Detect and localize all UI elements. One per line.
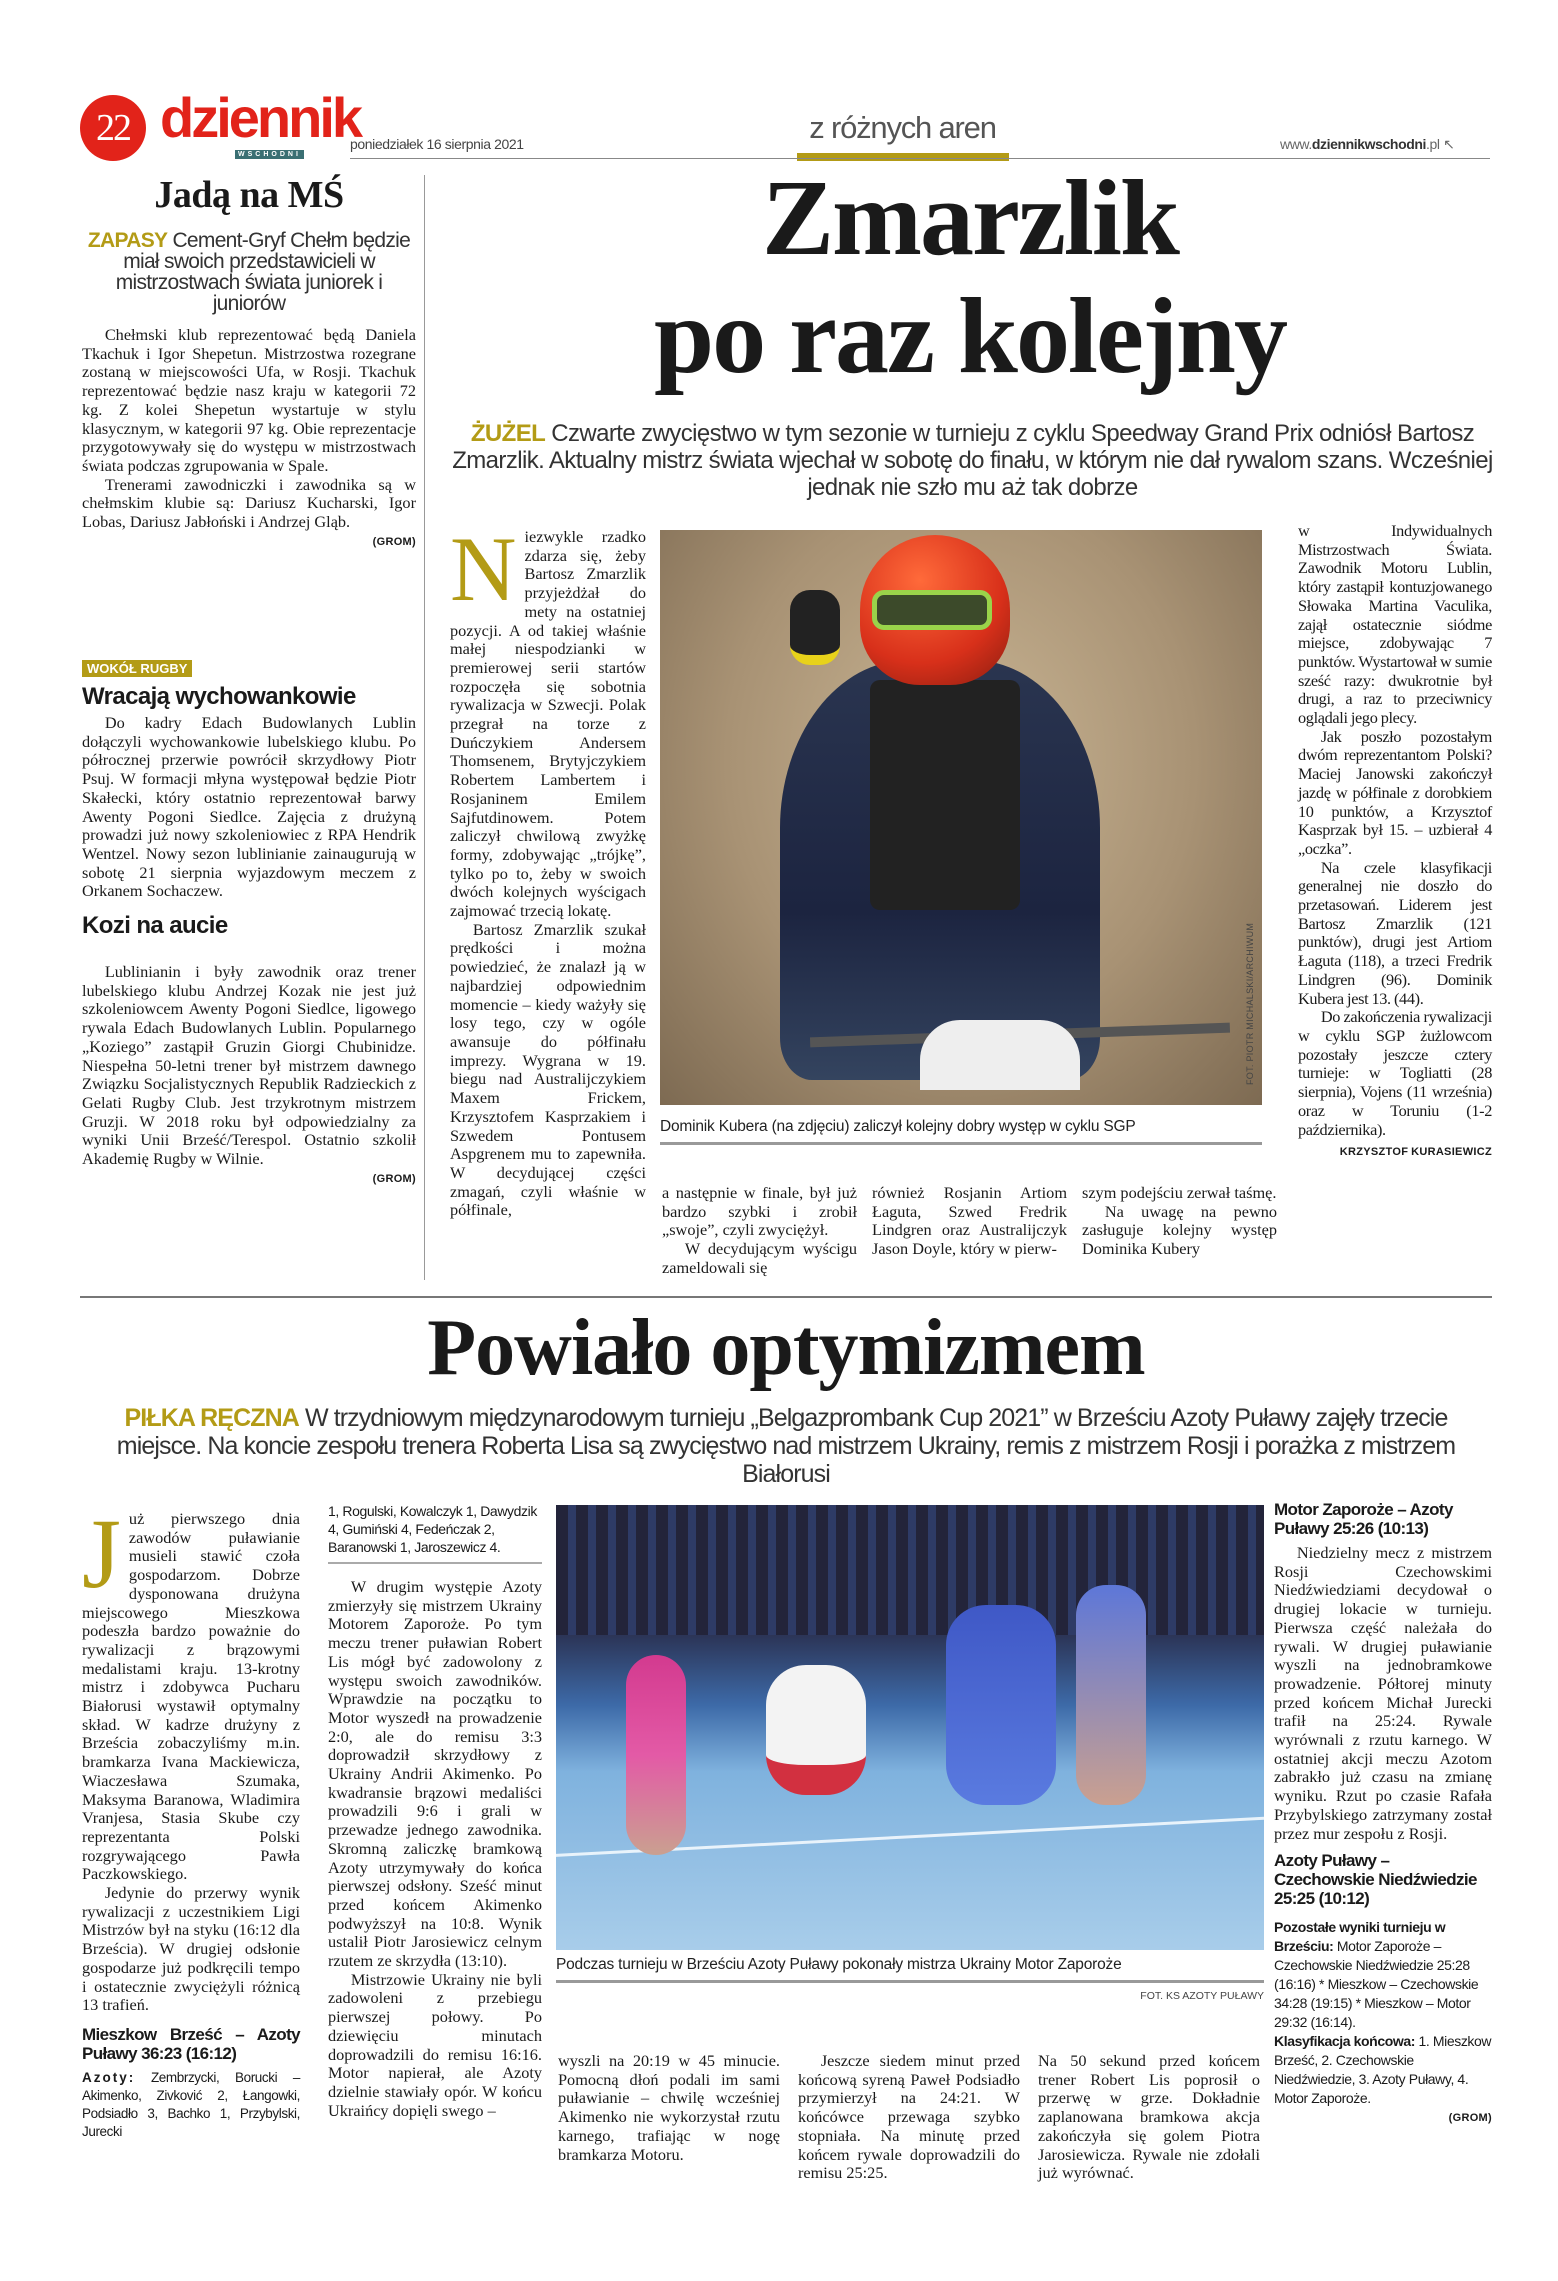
article-column-5 xyxy=(1298,522,1492,1162)
paragraph: Do kadry Edach Budowlanych Lublin dołączyli wychowankowie lubelskiego klubu. Po półrocznej przerwie powrócił skrzydłowy Piotr Psuj. W formacji młyna występował będzie Piotr Skałecki, który ostatnio reprezentował barwy Awenty Pogoni Siedlce. Zajęcia z drużyną prowadzi już nowy szkoleniowiec z RPA Hendrik Wentzel. Nowy sezon lublinianie zainaugurują w sobotę 21 sierpnia wyjazdowym meczem z Orkanem Sochaczew. xyxy=(82,713,416,901)
headline-handball: Powiało optymizmem xyxy=(427,1304,1145,1392)
results-label: Pozostałe wyniki turnieju w Brześciu: xyxy=(1274,1919,1446,1955)
byline: (GROM) xyxy=(1448,2112,1492,2125)
article-column-3 xyxy=(872,1184,1067,1259)
paragraph: uż pierwszego dnia zawodów puławianie musieli stawić czoła gospodarzom. Dobrze dysponowana drużyna miejscowego Mieszkowa podeszła bardzo poważnie do rywalizacji z brązowymi medalistami kraju. 13-krotny mistrz i zdobywca Pucharu Białorusi wystawił optymalny skład. W kadrze drużyny z Brześcia zobaczyliśmy m.in. bramkarza Ivana Mackiewicza, Wiaczesława Szumaka, Maksyma Baranowa, Wladimira Vranjesa, Stasia Skube czy reprezentanta Polski rozgrywającego Pawła Paczkowskiego. xyxy=(82,1509,300,1884)
article-column-3 xyxy=(558,2052,780,2164)
article-column-5 xyxy=(1038,2052,1260,2183)
rider-glove xyxy=(790,590,840,665)
article-title: Kozi na aucie xyxy=(82,912,228,940)
article-column-4 xyxy=(1082,1184,1277,1259)
article-column-2 xyxy=(662,1184,857,1278)
player-blue-18 xyxy=(946,1605,1056,1805)
match-result: Azoty Puławy – Czechowskie Niedźwiedzie 25:25 (10:12) xyxy=(1274,1851,1477,1909)
paragraph: W drugim występie Azoty zmierzyły się mistrzem Ukrainy Motorem Zaporoże. Po tym meczu trener puławian Robert Lis mógł być zadowolony z występu swoich zawodników. Wprawdzie na początku to Motor wyszedł na prowadzenie 2:0, ale do remisu 3:3 doprowadził skrzydłowy z Ukrainy Andrii Akimenko. Po kwadransie brązowi medaliści prowadzili 9:6 i grali w przewadze jednego zawodnika. Skromną zaliczkę bramkową Azoty utrzymywały do końca pierwszej odsłony. Sześć minut przed końcem Akimenko podwyższył na 10:8. Wynik ustalił Piotr Jarosiewicz celnym rzutem ze skrzydła (13:10). xyxy=(328,1577,542,1971)
photo-credit: FOT. KS AZOTY PUŁAWY xyxy=(1140,1990,1264,2002)
paragraph: Jedynie do przerwy wynik rywalizacji z uczestnikiem Ligi Mistrzów był na styku (16:12 dla Brześcia). W drugiej odsłonie gospodarze już podkręcili tempo i ostatecznie zwyciężyli różnicą 13 trafień. xyxy=(82,1883,300,2015)
logo xyxy=(160,86,361,162)
player-pink-left xyxy=(626,1655,686,1855)
paragraph: Na 50 sekund przed końcem trener Robert Lis poprosił o przerwę w grze. Dokładnie zaplanowana bramkowa akcja zakończyła się golem Piotra Jarosiewicza. Rywale nie zdołali już wyrównać. xyxy=(1038,2051,1260,2183)
deck-text: Czwarte zwycięstwo w tym sezonie w turnieju z cyklu Speedway Grand Prix odniósł Bartosz Zmarzlik. Aktualny mistrz świata wjechał w sobotę do finału, w którym nie dał rywalom szans. Wcześniej jednak nie szło mu aż tak dobrze xyxy=(452,420,1493,501)
match-result: Mieszkow Brześć – Azoty Puławy 36:23 (16:12) xyxy=(82,2024,300,2063)
paragraph: Lublinianin i były zawodnik oraz trener lubelskiego klubu Andrzej Kozak nie jest już szkoleniowcem Awenty Pogoni Siedlce, ligowego rywala Edach Budowlanych Lublin. Popularnego „Koziego” zastąpił Gruzin Giorgi Chubinidze. Niespełna 50-letni trener był mistrzem dawnego Związku Socjalistycznych Republik Radzieckich z Gelati Rugby Club. Jest trzykrotnym mistrzem Gruzji. W 2018 roku był odpowiedzialny za wyniki Unii Brześć/Terespol. Ostatnio szkolił Akademię Rugby w Wilnie. xyxy=(82,962,416,1169)
paragraph: Bartosz Zmarzlik szukał prędkości i można powiedzieć, że znalazł ją w najbardziej odpowiednim momencie – kiedy ważyły się losy tego, czy w ogóle awansuje do półfinału imprezy. Wygrana w 19. biegu nad Australijczykiem Maxem Frickem, Krzysztofem Kasprzakiem i Szwedem Pontusem Aspgrenem mu to zapewniła. W decydującej części zmagań, czyli właśnie w półfinale, xyxy=(450,919,646,1220)
article-body xyxy=(82,963,416,1169)
paragraph: a następnie w finale, był już bardzo szybki i zrobił „swoje”, czyli zwyciężył. xyxy=(662,1183,857,1240)
paragraph: Na uwagę na pewno zasługuje kolejny występ Dominika Kubery xyxy=(1082,1201,1277,1259)
article-deck xyxy=(450,420,1495,501)
article-title: Wracają wychowankowie xyxy=(82,683,356,710)
paragraph: Trenerami zawodniczki i zawodnika są w chełmskim klubie są: Dariusz Kucharski, Igor Lobas, Dariusz Jabłoński i Andrzej Gląb. xyxy=(82,474,416,532)
logo-main: dziennik xyxy=(160,86,361,149)
other-results xyxy=(1274,1918,1492,2032)
speedway-photo xyxy=(660,530,1262,1105)
left-column-divider xyxy=(424,175,425,1280)
player-white xyxy=(766,1665,866,1795)
final-label: Klasyfikacja końcowa: xyxy=(1274,2033,1415,2050)
paragraph: wyszli na 20:19 w 45 minucie. Pomocną dłoń podali im sami puławianie – chwilę wcześniej Akimenko nie wykorzystał rzutu karnego, trafiając w nogę bramkarza Motoru. xyxy=(558,2051,780,2164)
lineup-continued: 1, Rogulski, Kowalczyk 1, Dawydzik 4, Gumiński 4, Fedeńczak 2, Baranowski 1, Jaroszewicz 4. xyxy=(328,1502,542,1564)
url-suffix: .pl xyxy=(1426,136,1440,152)
deck-text: W trzydniowym międzynarodowym turnieju „Belgazprombank Cup 2021” w Brześciu Azoty Puławy zajęły trzecie miejsce. Na koncie zespołu trenera Roberta Lisa są zwycięstwo nad mistrzem Ukrainy, remis z mistrzem Rosji i porażka z mistrzem Białorusi xyxy=(116,1404,1456,1488)
section-tag: WOKÓŁ RUGBY xyxy=(82,660,192,677)
logo-sub: WSCHODNI xyxy=(235,150,304,159)
lineup xyxy=(82,2069,300,2141)
paragraph: Na czele klasyfikacji generalnej nie doszło do przetasowań. Liderem jest Bartosz Zmarzlik (121 punktów), drugi jest Artiom Łaguta (118), a trzeci Fredrik Lindgren (96). Dominik Kubera jest 13. (44). xyxy=(1298,857,1492,1008)
paragraph: Jak poszło pozostałym dwóm reprezentantom Polski? Maciej Janowski zakończył jazdę w półfinale z dorobkiem 10 punktów, a Krzysztof Kasprzak był 15. – uzbierał 4 „oczka”. xyxy=(1298,726,1492,858)
byline: (GROM) xyxy=(372,1172,416,1185)
lineup-label: Azoty: xyxy=(82,2069,136,2085)
byline: (GROM) xyxy=(372,535,416,548)
final-text: 1. Mieszkow Brześć, 2. Czechowskie Niedźwiedzie, 3. Azoty Puławy, 4. Motor Zaporoże. xyxy=(1274,2033,1492,2107)
paragraph: iezwykle rzadko zdarza się, żeby Bartosz Zmarzlik przyjeżdżał do mety na ostatniej pozycji. A od takiej właśnie małej niespodzianki w premierowej serii startów rozpoczęła się sobotnia rywalizacja w Szwecji. Polak przegrał na torze z Duńczykiem Andersem Thomsenem, Brytyjczykiem Robertem Lambertem i Rosjaninem Emilem Sajfutdinowem. Potem zaliczył chwilową zwyżkę formy, zdobywając „trójkę”, tylko po to, żeby w swoich dwóch kolejnych wyścigach zajmować trzecią lokatę. xyxy=(450,527,646,921)
paragraph: W decydującym wyścigu zameldowali się xyxy=(662,1239,857,1277)
headline-zmarzlik xyxy=(440,160,1500,396)
paragraph: Jeszcze siedem minut przed końcową syreną Paweł Podsiadło przymierzył na 24:21. W końcówce przewaga szybko stopniała. Na minutę przed końcem rywale doprowadzili do remisu 25:25. xyxy=(798,2051,1020,2183)
article-column-2 xyxy=(328,1502,542,2120)
lineup-text: Zembrzycki, Borucki – Akimenko, Zivković 2, Łangowki, Podsiadło 3, Bachko 1, Przybylski, Jurecki xyxy=(82,2069,300,2139)
article-deck xyxy=(82,230,416,314)
paragraph: szym podejściu zerwał taśmę. xyxy=(1082,1183,1277,1202)
final-standings xyxy=(1274,2032,1492,2108)
cursor-icon: ↖ xyxy=(1443,136,1455,152)
stands xyxy=(556,1505,1264,1635)
url-prefix: www. xyxy=(1280,136,1312,152)
handball-photo xyxy=(556,1505,1264,1950)
url-domain: dziennikwschodni xyxy=(1311,136,1427,152)
issue-date: poniedziałek 16 sierpnia 2021 xyxy=(350,136,524,152)
rider-chest-bib xyxy=(870,680,1020,910)
paragraph: w Indywidualnych Mistrzostwach Świata. Zawodnik Motoru Lublin, który zastąpił kontuzjowanego Słowaka Martina Vaculika, zajął ostatecznie siódme miejsce, zdobywając 7 punktów. Wystartował w sumie sześć razy: dwukrotnie był drugi, a raz to przeciwnicy oglądali jego plecy. xyxy=(1298,521,1492,728)
article-deck xyxy=(82,1404,1490,1488)
article-column-1 xyxy=(450,518,646,1220)
paragraph: Chełmski klub reprezentować będą Daniela Tkachuk i Igor Shepetun. Mistrzostwa rozegrane zostaną w miejscowości Ufa, w Rosji. Tkachuk reprezentować będzie nasz kraju w kategorii 72 kg. Z kolei Shepetun wystartuje w stylu klasycznym, w kategorii 97 kg. Obie reprezentacje przygotowywały się do występu w mistrzostwach świata podczas zgrupowania w Spale. xyxy=(82,325,416,475)
page-number-badge: 22 xyxy=(80,95,146,161)
article-body xyxy=(82,714,416,901)
photo-caption: Podczas turnieju w Brześciu Azoty Puławy pokonały mistrza Ukrainy Motor Zaporoże xyxy=(556,1950,1264,1983)
article-wrestling xyxy=(82,172,416,548)
paragraph: Do zakończenia rywalizacji w cyklu SGP żużlowcom pozostały jeszcze cztery turnieje: w Togliatti (28 sierpnia), Vojens (11 września) oraz w Toruniu (1-2 października). xyxy=(1298,1007,1492,1139)
player-blue-right xyxy=(1076,1585,1146,1805)
byline: KRZYSZTOF KURASIEWICZ xyxy=(1339,1146,1492,1159)
article-body xyxy=(82,326,416,532)
kicker: PIŁKA RĘCZNA xyxy=(124,1404,299,1432)
paragraph: Niedzielny mecz z mistrzem Rosji Czechowskimi Niedźwiedziami decydował o drugiej lokacie w turnieju. Pierwsza część należała do rywali. W drugiej puławianie wyszli na jednobramkowe prowadzenie. Półtorej minuty przed końcem Michał Jurecki trafił na 25:24. Rywale wyrównali z rzutu karnego. W ostatniej akcji meczu Azotom zabrakło już czasu na zmianę wyniku. Rzut po czasie Rafała Przybylskiego zatrzymany został przez mur zespołu z Rosji. xyxy=(1274,1543,1492,1843)
drop-cap: J xyxy=(82,1498,121,1609)
deck-text: Cement-Gryf Chełm będzie miał swoich przedstawicieli w mistrzostwach świata juniorek i juniorów xyxy=(115,229,411,315)
article-column-6 xyxy=(1274,1500,1492,2124)
paragraph: również Rosjanin Artiom Łaguta, Szwed Fredrik Lindgren oraz Australijczyk Jason Doyle, który w pierw- xyxy=(872,1183,1067,1259)
photo-caption: Dominik Kubera (na zdjęciu) zaliczył kolejny dobry występ w cyklu SGP xyxy=(660,1112,1262,1145)
kicker: ZAPASY xyxy=(87,229,168,252)
headline-line-2: po raz kolejny xyxy=(654,277,1286,396)
bike-number-plate xyxy=(920,1020,1080,1090)
kicker: ŻUŻEL xyxy=(470,420,546,447)
article-column-4 xyxy=(798,2052,1020,2183)
website-link[interactable] xyxy=(1280,136,1454,153)
match-result: Motor Zaporoże – Azoty Puławy 25:26 (10:13) xyxy=(1274,1500,1453,1538)
drop-cap: N xyxy=(450,518,517,620)
results-text: Motor Zaporoże – Czechowskie Niedźwiedzie 25:28 (16:16) * Mieszkow – Czechowskie 34:28 (19:15) * Mieszkow – Motor 29:32 (16:14). xyxy=(1274,1938,1479,2031)
section-divider xyxy=(80,1296,1492,1298)
article-column-1 xyxy=(82,1498,300,2141)
headline-line-1: Zmarzlik xyxy=(762,159,1178,278)
paragraph: Mistrzowie Ukrainy nie byli zadowoleni z przebiegu pierwszej połowy. Po dziewięciu minutach doprowadzili do remisu 16:16. Motor napierał, ale Azoty dzielnie stawiały opór. W końcu Ukraińcy dopięli swego – xyxy=(328,1969,542,2120)
article-title: Jadą na MŚ xyxy=(154,174,344,216)
section-title: z różnych aren xyxy=(809,110,996,145)
photo-credit: FOT. PIOTR MICHALSKI/ARCHIWUM xyxy=(1245,922,1255,1085)
rugby-section xyxy=(82,660,416,1185)
rider-goggles xyxy=(872,590,992,630)
